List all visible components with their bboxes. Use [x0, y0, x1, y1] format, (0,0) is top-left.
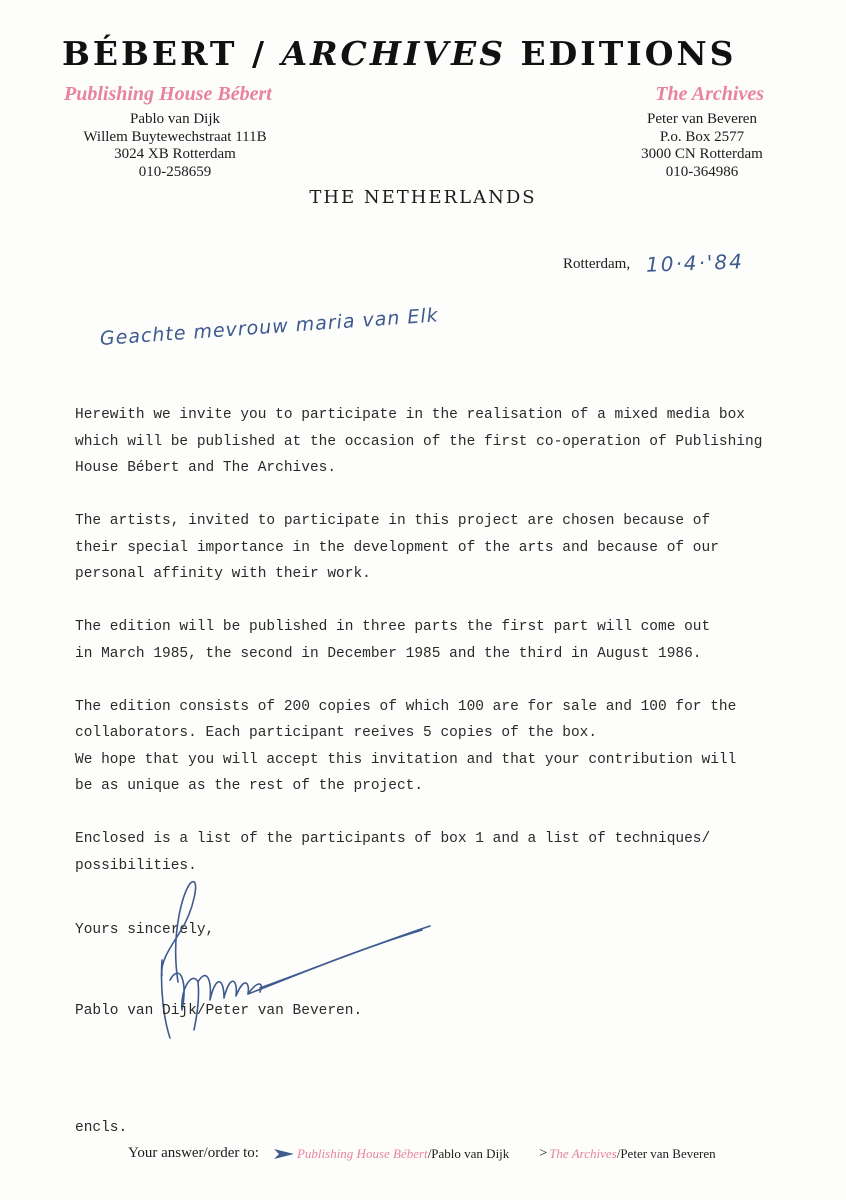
letter-place: Rotterdam,: [563, 256, 631, 272]
footer-label: Your answer/order to:: [128, 1145, 259, 1161]
address-line: 010-364986: [665, 163, 739, 180]
handwritten-date: 10·4·'84: [645, 249, 745, 277]
masthead-editions: EDITIONS: [506, 34, 737, 73]
signature-icon: [140, 870, 440, 1050]
address-line: Pablo van Dijk: [130, 111, 220, 127]
handwritten-salutation: Geachte mevrouw maria van Elk: [99, 304, 440, 350]
address-line: 3000 CN Rotterdam: [641, 146, 763, 162]
body-paragraph: The artists, invited to participate in this project are chosen because of their special importance in the development of the arts and because of our personal affinity with their work.: [75, 513, 719, 582]
address-line: Willem Buytewechstraat 111B: [83, 128, 267, 145]
masthead-bebert: BÉBERT /: [62, 34, 282, 73]
body-paragraph: The edition consists of 200 copies of which 100 are for sale and 100 for the collaborators. Each participant reeives 5 copies of the box. We hope that you will accept this invitation and that your contribution will be as unique as the rest of the project.: [75, 698, 737, 794]
arrow-right-icon: [273, 1147, 295, 1161]
footer-person-right: /Peter van Beveren: [616, 1145, 716, 1161]
body-paragraph: Enclosed is a list of the participants of box 1 and a list of techniques/ possibilities.: [75, 831, 711, 874]
address-block-right: [607, 111, 797, 181]
masthead-archives: ARCHIVES: [281, 34, 507, 73]
publisher-name-left: Publishing House Bébert: [64, 83, 272, 105]
footer-org-left: Publishing House Bébert: [296, 1145, 428, 1161]
footer-org-right: The Archives: [549, 1145, 617, 1161]
country-heading: THE NETHERLANDS: [309, 187, 537, 208]
chevron-right-icon: >: [539, 1145, 548, 1161]
closing-line: Yours sincerely,: [75, 922, 215, 938]
signer-names: Pablo van Dijk/Peter van Beveren.: [75, 1003, 363, 1019]
body-paragraph: Herewith we invite you to participate in the realisation of a mixed media box which will be published at the occasion of the first co-operation of Publishing House Bébert and The Archives.: [75, 407, 763, 476]
publisher-name-right: The Archives: [655, 83, 764, 105]
footer-reply-line: [128, 1145, 716, 1162]
address-line: 010-258659: [138, 163, 212, 180]
enclosure-note: encls.: [75, 1120, 128, 1136]
body-paragraph: The edition will be published in three parts the first part will come out in March 1985, the second in December 1985 and the third in August 1986.: [75, 619, 711, 662]
letter-body: [75, 402, 765, 906]
address-line: P.o. Box 2577: [659, 128, 745, 145]
address-block-left: [55, 111, 295, 181]
address-line: Peter van Beveren: [647, 111, 757, 127]
footer-person-left: /Pablo van Dijk: [427, 1145, 510, 1161]
address-line: 3024 XB Rotterdam: [114, 146, 236, 162]
letterhead-masthead: [62, 34, 782, 74]
